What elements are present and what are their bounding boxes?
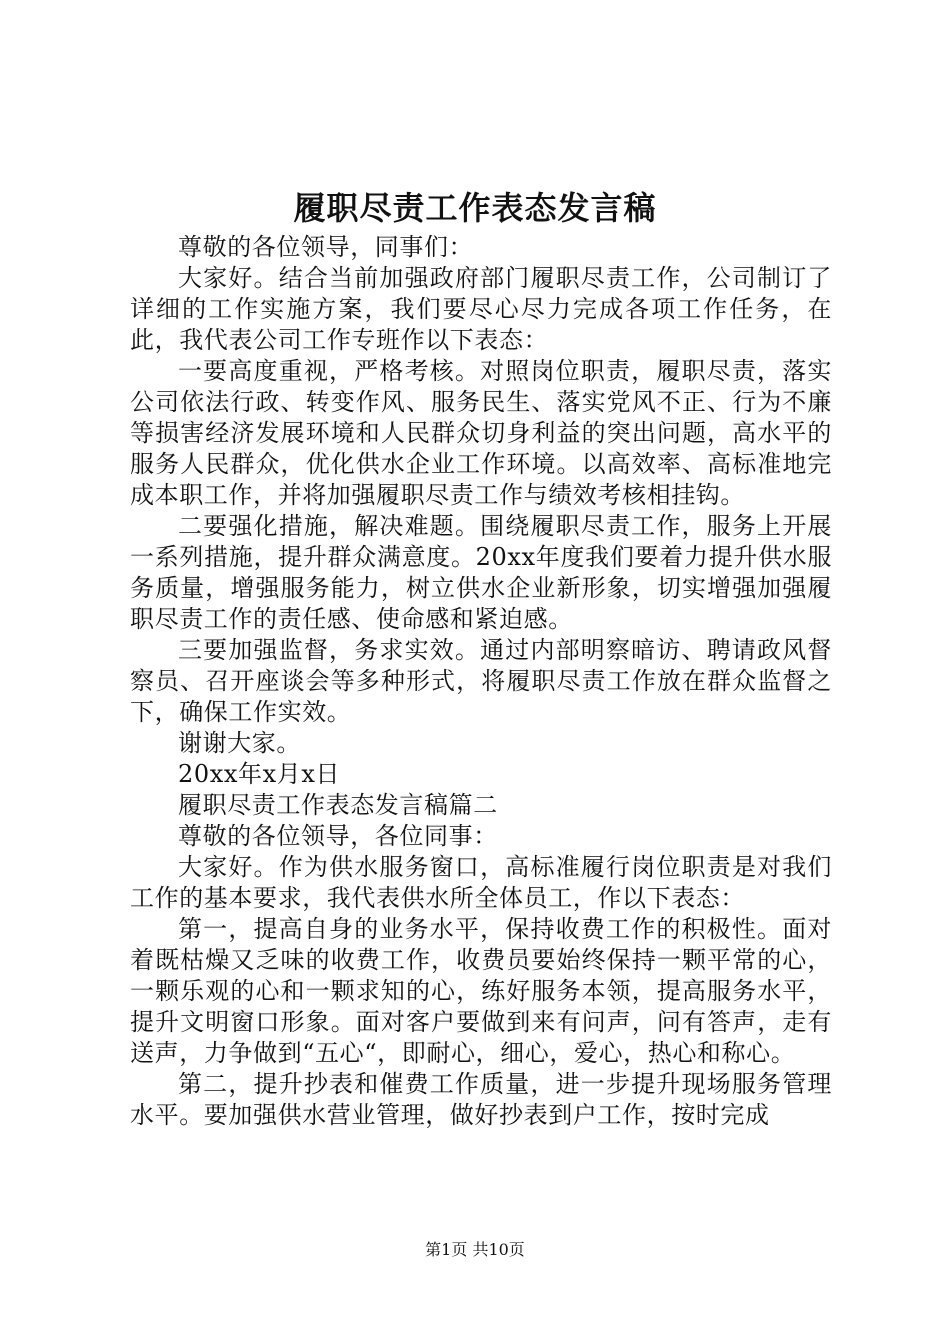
paragraph: 二要强化措施，解决难题。围绕履职尽责工作，服务上开展一系列措施，提升群众满意度。20xx年度我们要着力提升供水服务质量，增强服务能力，树立供水企业新形象，切实增强加强履职尽责工作的责任感、使命感和紧迫感。 (130, 512, 832, 633)
paragraph: 尊敬的各位领导，各位同事： (178, 822, 498, 850)
paragraph: 一要高度重视，严格考核。对照岗位职责，履职尽责，落实公司依法行政、转变作风、服务民生、落实党风不正、行为不廉等损害经济发展环境和人民群众切身利益的突出问题，高水平的服务人民群众，优化供水企业工作环境。以高效率、高标准地完成本职工作，并将加强履职尽责工作与绩效考核相挂钩。 (130, 357, 832, 509)
document-body (130, 232, 832, 1131)
paragraph: 第二，提升抄表和催费工作质量，进一步提升现场服务管理水平。要加强供水营业管理，做好抄表到户工作，按时完成 (130, 1070, 832, 1129)
document-title: 履职尽责工作表态发言稿 (293, 189, 657, 227)
date-line: 20xx年x月x日 (178, 760, 341, 788)
paragraph: 三要加强监督，务求实效。通过内部明察暗访、聘请政风督察员、召开座谈会等多种形式，将履职尽责工作放在群众监督之下，确保工作实效。 (130, 636, 832, 726)
paragraph: 大家好。作为供水服务窗口，高标准履行岗位职责是对我们工作的基本要求，我代表供水所全体员工，作以下表态： (130, 853, 832, 912)
paragraph: 第一，提高自身的业务水平，保持收费工作的积极性。面对着既枯燥又乏味的收费工作，收费员要始终保持一颗平常的心，一颗乐观的心和一颗求知的心，练好服务本领，提高服务水平，提升文明窗口形象。面对客户要做到来有问声，问有答声，走有送声，力争做到“五心“，即耐心，细心，爱心，热心和称心。 (130, 915, 832, 1067)
paragraph: 尊敬的各位领导，同事们： (178, 233, 474, 261)
paragraph: 谢谢大家。 (178, 729, 301, 757)
section-heading: 履职尽责工作表态发言稿篇二 (178, 791, 498, 819)
page-footer: 第1页 共10页 (425, 1240, 525, 1259)
paragraph: 大家好。结合当前加强政府部门履职尽责工作，公司制订了详细的工作实施方案，我们要尽心尽力完成各项工作任务，在此，我代表公司工作专班作以下表态： (130, 264, 832, 354)
